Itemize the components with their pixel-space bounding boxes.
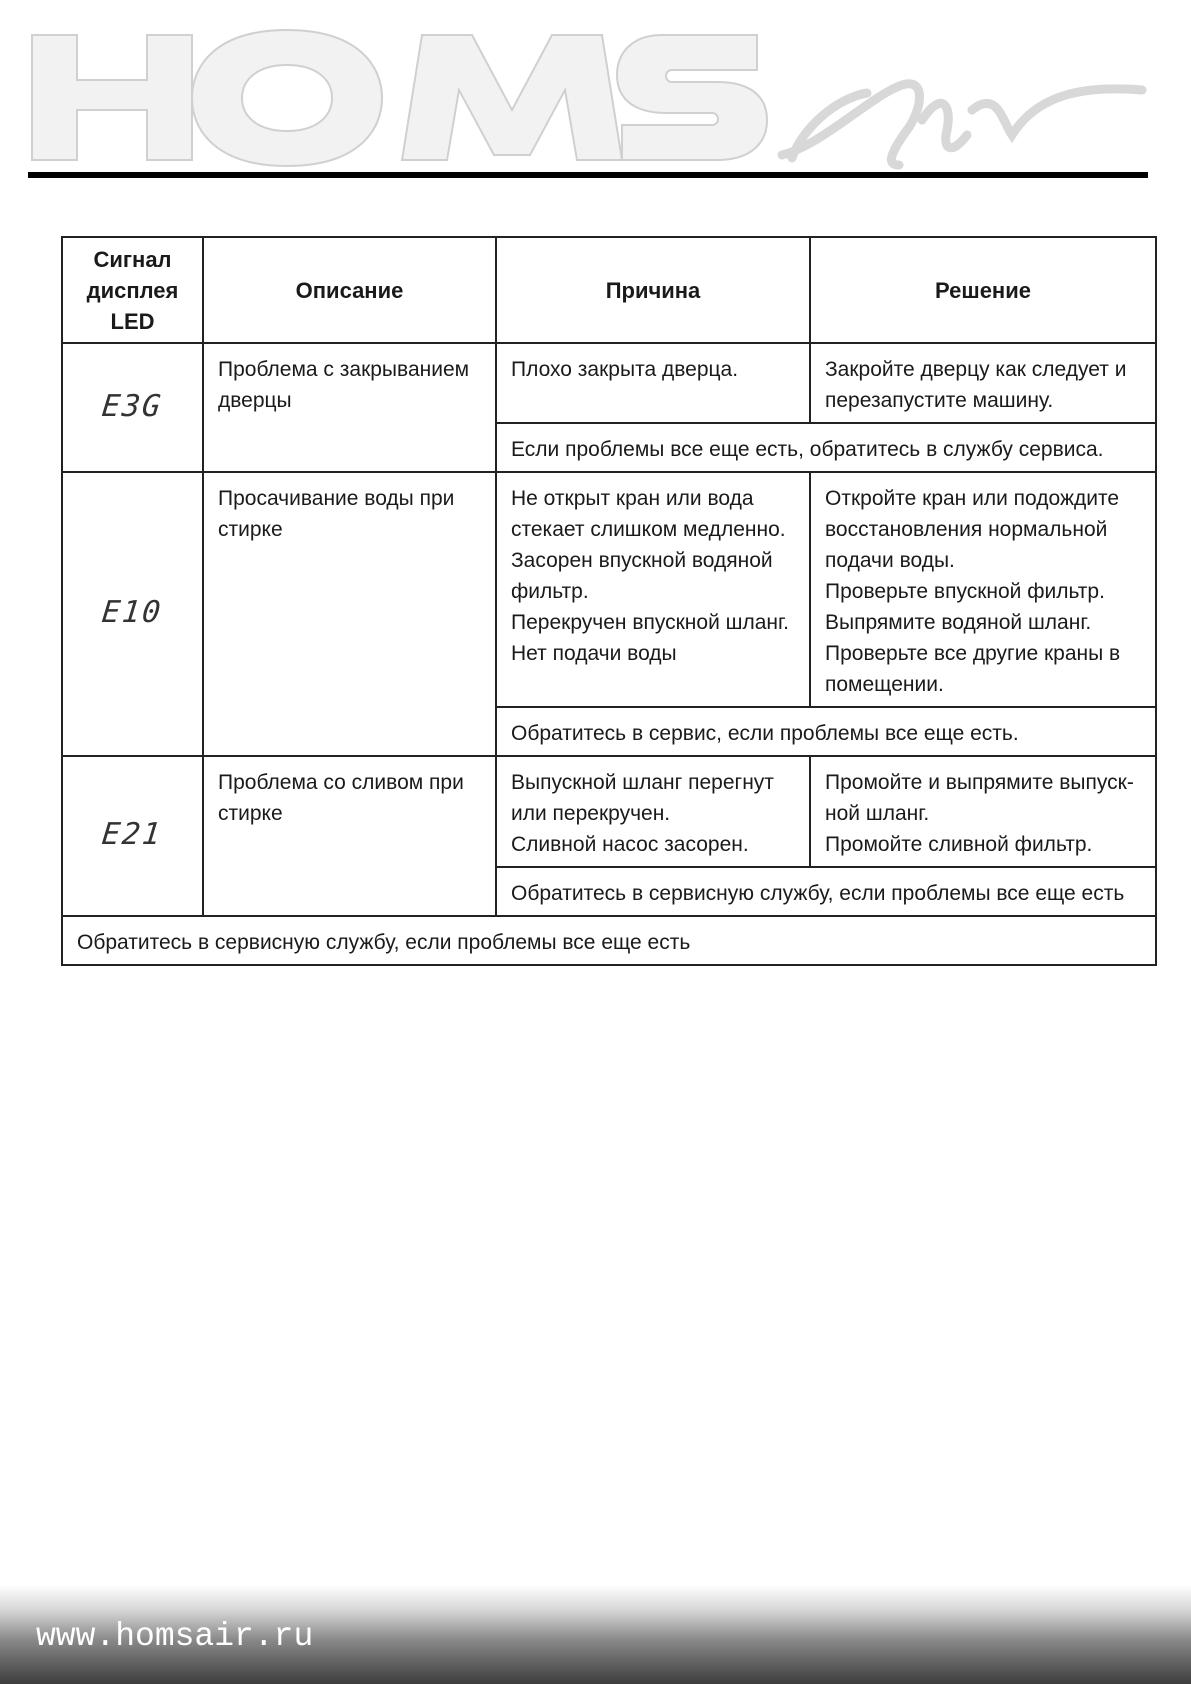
led-code: E10 (100, 595, 165, 630)
header-solution: Решение (810, 237, 1156, 343)
header-rule (28, 172, 1148, 178)
cause-cell: Не открыт кран или вода стекает слишком медленно. Засорен впускной водяной фильтр. Перекручен впускной шланг. Нет подачи воды (496, 472, 810, 707)
table-footer-row (62, 916, 1156, 965)
description-cell: Проблема со сливом при стирке (203, 756, 496, 916)
solution-cell: Откройте кран или подождите восстановления нормальной подачи воды. Проверьте впускной фильтр. Выпрямите водяной шланг. Проверьте все другие краны в помещении. (810, 472, 1156, 707)
led-code: E21 (100, 817, 165, 852)
table-row (62, 343, 1156, 423)
led-code-cell (62, 472, 203, 756)
note-cell: Обратитесь в сервис, если проблемы все еще есть. (496, 707, 1156, 756)
homsair-logo (22, 20, 1172, 170)
table-footer: Обратитесь в сервисную службу, если проблемы все еще есть (62, 916, 1156, 965)
website-url: www.homsair.ru (36, 1618, 314, 1655)
table-row (62, 472, 1156, 707)
header-cause: Причина (496, 237, 810, 343)
cause-cell: Выпускной шланг перегнут или перекручен. Сливной насос засорен. (496, 756, 810, 867)
led-code-cell (62, 343, 203, 472)
solution-cell: Закройте дверцу как следует и перезапустите машину. (810, 343, 1156, 423)
description-cell: Проблема с закрыванием дверцы (203, 343, 496, 472)
error-codes-table (61, 236, 1157, 966)
header-signal: Сигнал дисплея LED (62, 237, 203, 343)
description-cell: Просачивание воды при стирке (203, 472, 496, 756)
solution-cell: Промойте и выпрямите выпуск- ной шланг. Промойте сливной фильтр. (810, 756, 1156, 867)
header-description: Описание (203, 237, 496, 343)
led-code: E3G (100, 388, 165, 424)
table-row (62, 756, 1156, 867)
led-code-cell (62, 756, 203, 916)
note-cell: Если проблемы все еще есть, обратитесь в службу сервиса. (496, 423, 1156, 472)
table-header-row (62, 237, 1156, 343)
cause-cell: Плохо закрыта дверца. (496, 343, 810, 423)
note-cell: Обратитесь в сервисную службу, если проблемы все еще есть (496, 867, 1156, 916)
